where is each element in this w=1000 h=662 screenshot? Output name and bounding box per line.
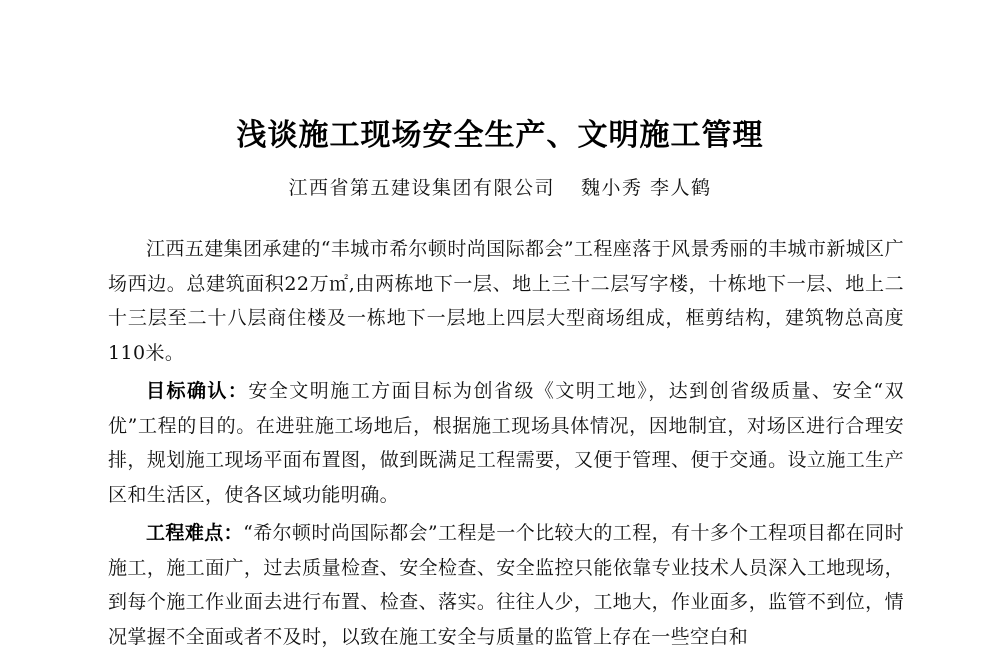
paragraph-goals-text: 安全文明施工方面目标为创省级《文明工地》，达到创省级质量、安全“双优”工程的目的。在进驻施工场地后，根据施工现场具体情况，因地制宜，对场区进行合理安排，规划施工现场平面布置图，做到既满足工程需要，又便于管理、便于交通。设立施工生产区和生活区，使各区域功能明确。 [108, 380, 904, 506]
author-organization: 江西省第五建设集团有限公司 [288, 177, 555, 199]
paragraph-difficulties-lead: 工程难点： [146, 522, 244, 544]
paragraph-intro [108, 232, 904, 370]
byline [0, 174, 1000, 202]
paragraph-difficulties-text: “希尔顿时尚国际都会”工程是一个比较大的工程，有十多个工程项目都在同时施工，施工面广，过去质量检查、安全检查、安全监控只能依靠专业技术人员深入工地现场，到每个施工作业面去进行布置、检查、落实。往往人少，工地大，作业面多，监管不到位，情况掌握不全面或者不及时，以致在施工安全与质量的监管上存在一些空白和 [108, 522, 904, 648]
article-title: 浅谈施工现场安全生产、文明施工管理 [236, 118, 764, 153]
article-body [108, 232, 904, 658]
author-names: 魏小秀 李人鹤 [580, 177, 712, 199]
paragraph-intro-text: 江西五建集团承建的“丰城市希尔顿时尚国际都会”工程座落于风景秀丽的丰城市新城区广场西边。总建筑面积22万㎡,由两栋地下一层、地上三十二层写字楼，十栋地下一层、地上二十三层至二十八层商住楼及一栋地下一层地上四层大型商场组成，框剪结构，建筑物总高度110米。 [108, 238, 904, 364]
paragraph-goals-lead: 目标确认： [146, 380, 249, 402]
paragraph-goals [108, 374, 904, 512]
paragraph-difficulties [108, 516, 904, 654]
